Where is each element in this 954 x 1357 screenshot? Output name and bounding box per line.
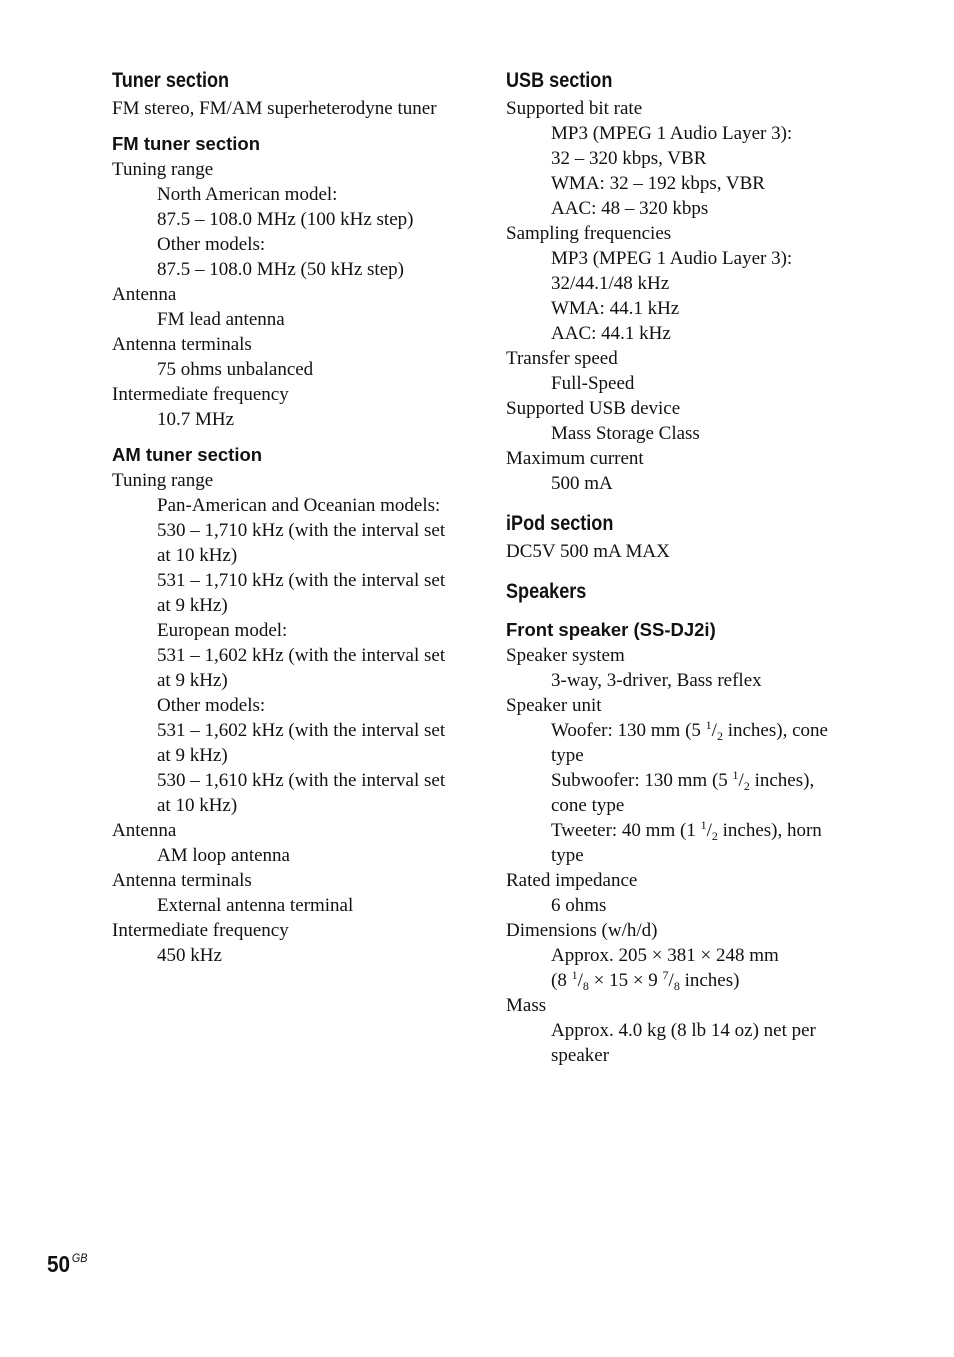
am-other-models: Other models:	[157, 695, 266, 716]
dimensions-label: Dimensions (w/h/d)	[506, 920, 658, 941]
tweeter-line-2: type	[551, 845, 584, 866]
am-eu-range-b: at 9 kHz)	[157, 670, 228, 691]
front-speaker-heading: Front speaker (SS-DJ2i)	[506, 619, 716, 640]
page-suffix: GB	[71, 1251, 88, 1265]
usb-mp3-b: 32 – 320 kbps, VBR	[551, 148, 707, 169]
usb-section-heading: USB section	[506, 69, 613, 92]
am-tuning-range-label: Tuning range	[112, 470, 214, 491]
mass-value-a: Approx. 4.0 kg (8 lb 14 oz) net per	[551, 1020, 816, 1041]
fm-other-range: 87.5 – 108.0 MHz (50 kHz step)	[157, 259, 404, 280]
fm-na-range: 87.5 – 108.0 MHz (100 kHz step)	[157, 209, 414, 230]
usb-transfer-value: Full-Speed	[551, 373, 635, 394]
am-pan-range-1b: at 10 kHz)	[157, 545, 238, 566]
am-other-range-2a: 530 – 1,610 kHz (with the interval set	[157, 770, 446, 791]
usb-sampling-mp3-a: MP3 (MPEG 1 Audio Layer 3):	[551, 248, 793, 269]
speaker-unit-label: Speaker unit	[506, 695, 602, 716]
tuner-section-heading: Tuner section	[112, 69, 230, 92]
mass-value-b: speaker	[551, 1045, 610, 1066]
am-if-value: 450 kHz	[157, 945, 222, 966]
tweeter-line: Tweeter: 40 mm (1 $^1/_2$ inches), horn	[551, 818, 822, 843]
am-eu-model: European model:	[157, 620, 288, 641]
usb-transfer-label: Transfer speed	[506, 348, 618, 369]
fm-tuning-range-label: Tuning range	[112, 159, 214, 180]
speaker-system-label: Speaker system	[506, 645, 625, 666]
page-number: 50 $^{GB}$	[47, 1251, 88, 1277]
dimensions-mm: Approx. 205 × 381 × 248 mm	[551, 945, 779, 966]
usb-mp3-a: MP3 (MPEG 1 Audio Layer 3):	[551, 123, 793, 144]
ipod-value: DC5V 500 mA MAX	[506, 541, 670, 562]
fm-terminals-value: 75 ohms unbalanced	[157, 359, 314, 380]
am-antenna-label: Antenna	[112, 820, 177, 841]
tuner-description: FM stereo, FM/AM superheterodyne tuner	[112, 98, 437, 119]
speakers-heading: Speakers	[506, 580, 587, 603]
fm-other-models: Other models:	[157, 234, 266, 255]
fm-if-value: 10.7 MHz	[157, 409, 235, 430]
usb-bitrate-label: Supported bit rate	[506, 98, 643, 119]
am-pan-models: Pan-American and Oceanian models:	[157, 495, 441, 516]
am-other-range-1a: 531 – 1,602 kHz (with the interval set	[157, 720, 446, 741]
ipod-section-heading: iPod section	[506, 512, 614, 535]
subwoofer-line: Subwoofer: 130 mm (5 $^1/_2$ inches),	[551, 768, 815, 793]
fm-antenna-value: FM lead antenna	[157, 309, 285, 330]
usb-device-value: Mass Storage Class	[551, 423, 700, 444]
subwoofer-line-2: cone type	[551, 795, 625, 816]
usb-aac: AAC: 48 – 320 kbps	[551, 198, 709, 219]
mass-label: Mass	[506, 995, 547, 1016]
am-terminals-label: Antenna terminals	[112, 870, 252, 891]
fm-if-label: Intermediate frequency	[112, 384, 289, 405]
usb-sampling-mp3-b: 32/44.1/48 kHz	[551, 273, 670, 294]
am-tuner-heading: AM tuner section	[112, 444, 263, 465]
usb-device-label: Supported USB device	[506, 398, 681, 419]
am-antenna-value: AM loop antenna	[157, 845, 290, 866]
am-terminals-value: External antenna terminal	[157, 895, 354, 916]
usb-wma: WMA: 32 – 192 kbps, VBR	[551, 173, 765, 194]
fm-terminals-label: Antenna terminals	[112, 334, 252, 355]
speaker-system-value: 3-way, 3-driver, Bass reflex	[551, 670, 762, 691]
am-pan-range-1a: 530 – 1,710 kHz (with the interval set	[157, 520, 446, 541]
am-other-range-2b: at 10 kHz)	[157, 795, 238, 816]
woofer-line-2: type	[551, 745, 584, 766]
fm-na-model: North American model:	[157, 184, 338, 205]
fm-antenna-label: Antenna	[112, 284, 177, 305]
woofer-line: Woofer: 130 mm (5 $^1/_2$ inches), cone	[551, 718, 828, 743]
am-pan-range-2a: 531 – 1,710 kHz (with the interval set	[157, 570, 446, 591]
left-column	[112, 66, 482, 968]
right-column	[506, 66, 866, 1068]
am-eu-range-a: 531 – 1,602 kHz (with the interval set	[157, 645, 446, 666]
usb-current-value: 500 mA	[551, 473, 613, 494]
usb-sampling-label: Sampling frequencies	[506, 223, 672, 244]
fm-tuner-heading: FM tuner section	[112, 133, 261, 154]
impedance-value: 6 ohms	[551, 895, 607, 916]
usb-current-label: Maximum current	[506, 448, 644, 469]
usb-sampling-aac: AAC: 44.1 kHz	[551, 323, 671, 344]
am-if-label: Intermediate frequency	[112, 920, 289, 941]
am-pan-range-2b: at 9 kHz)	[157, 595, 228, 616]
impedance-label: Rated impedance	[506, 870, 638, 891]
usb-sampling-wma: WMA: 44.1 kHz	[551, 298, 680, 319]
am-other-range-1b: at 9 kHz)	[157, 745, 228, 766]
dimensions-inches: (8 $^1/_8 \times 15 \times 9$ $^7/_8$ inches)	[551, 968, 740, 993]
